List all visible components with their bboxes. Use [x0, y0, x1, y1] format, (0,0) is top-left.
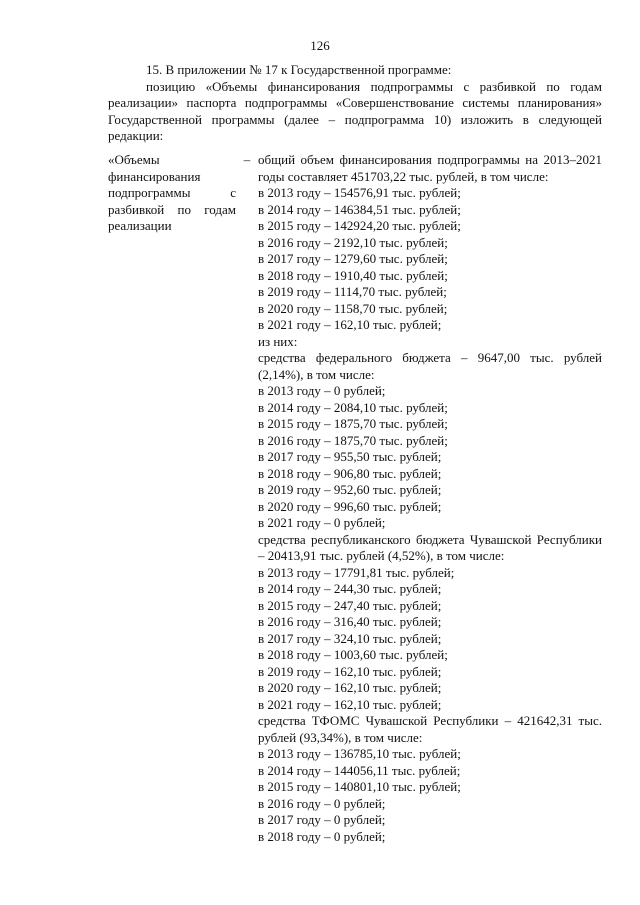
federal-funding: средства федерального бюджета – 9647,00 тыс. рублей (2,14%), в том числе: — [258, 350, 602, 382]
list-item: в 2017 году – 324,10 тыс. рублей; — [258, 630, 442, 646]
list-item: в 2017 году – 0 рублей; — [258, 812, 386, 827]
list-item: в 2019 году – 952,60 тыс. рублей; — [258, 482, 442, 497]
republic-years-list — [258, 565, 602, 714]
list-item: в 2017 году – 955,50 тыс. рублей; — [258, 449, 442, 464]
list-item: в 2015 году – 140801,10 тыс. рублей; — [258, 779, 461, 794]
list-item: в 2018 году – 1910,40 тыс. рублей; — [258, 267, 448, 283]
of-them-label: из них: — [258, 333, 298, 349]
tfoms-years-list — [258, 746, 602, 845]
list-item: в 2021 году – 0 рублей; — [258, 515, 386, 530]
list-item: в 2013 году – 0 рублей; — [258, 383, 386, 398]
list-item: в 2015 году – 1875,70 тыс. рублей; — [258, 416, 448, 431]
amendment-item: 15. В приложении № 17 к Государственной программе: — [146, 62, 452, 77]
amendment-body: позицию «Объемы финансирования подпрограммы с разбивкой по годам реализации» паспорта подпрограммы «Совершенствование системы планирования» Государственной программы (далее – подпрограмма 10) изложить в следующей редакции: — [108, 78, 602, 143]
list-item: в 2016 году – 316,40 тыс. рублей; — [258, 614, 442, 629]
funding-table — [108, 152, 602, 845]
list-item: в 2021 году – 162,10 тыс. рублей; — [258, 317, 442, 332]
list-item: в 2013 году – 154576,91 тыс. рублей; — [258, 185, 461, 200]
list-item: в 2013 году – 17791,81 тыс. рублей; — [258, 564, 455, 580]
page-number: 126 — [310, 38, 330, 53]
separator-dash: – — [243, 152, 251, 167]
total-years-list — [258, 185, 602, 334]
list-item: в 2018 году – 0 рублей; — [258, 828, 386, 844]
list-item: в 2018 году – 1003,60 тыс. рублей; — [258, 647, 448, 662]
list-item: в 2020 году – 162,10 тыс. рублей; — [258, 680, 442, 695]
list-item: в 2013 году – 136785,10 тыс. рублей; — [258, 746, 461, 761]
list-item: в 2020 году – 1158,70 тыс. рублей; — [258, 300, 448, 316]
funding-label: «Объемы финансирования подпрограммы с разбивкой по годам реализации — [108, 152, 236, 233]
list-item: в 2020 году – 996,60 тыс. рублей; — [258, 498, 442, 514]
list-item: в 2016 году – 0 рублей; — [258, 795, 386, 811]
list-item: в 2014 году – 146384,51 тыс. рублей; — [258, 201, 461, 217]
list-item: в 2016 году – 2192,10 тыс. рублей; — [258, 234, 448, 250]
list-item: в 2019 году – 162,10 тыс. рублей; — [258, 663, 442, 679]
list-item: в 2019 году – 1114,70 тыс. рублей; — [258, 284, 447, 299]
list-item: в 2014 году – 244,30 тыс. рублей; — [258, 581, 442, 596]
list-item: в 2015 году – 247,40 тыс. рублей; — [258, 597, 442, 613]
list-item: в 2014 году – 144056,11 тыс. рублей; — [258, 762, 461, 778]
list-item: в 2015 году – 142924,20 тыс. рублей; — [258, 218, 461, 233]
tfoms-funding: средства ТФОМС Чувашской Республики – 421642,31 тыс. рублей (93,34%), в том числе: — [258, 713, 602, 745]
list-item: в 2014 году – 2084,10 тыс. рублей; — [258, 399, 448, 415]
list-item: в 2017 году – 1279,60 тыс. рублей; — [258, 251, 448, 266]
federal-years-list — [258, 383, 602, 532]
list-item: в 2016 году – 1875,70 тыс. рублей; — [258, 432, 448, 448]
total-funding: общий объем финансирования подпрограммы на 2013–2021 годы составляет 451703,22 тыс. рублей, в том числе: — [258, 152, 602, 184]
intro-section — [108, 62, 602, 145]
list-item: в 2018 году – 906,80 тыс. рублей; — [258, 465, 442, 481]
list-item: в 2021 году – 162,10 тыс. рублей; — [258, 696, 442, 712]
funding-details — [258, 152, 602, 845]
republic-funding: средства республиканского бюджета Чувашской Республики – 20413,91 тыс. рублей (4,52%), в том числе: — [258, 531, 602, 563]
